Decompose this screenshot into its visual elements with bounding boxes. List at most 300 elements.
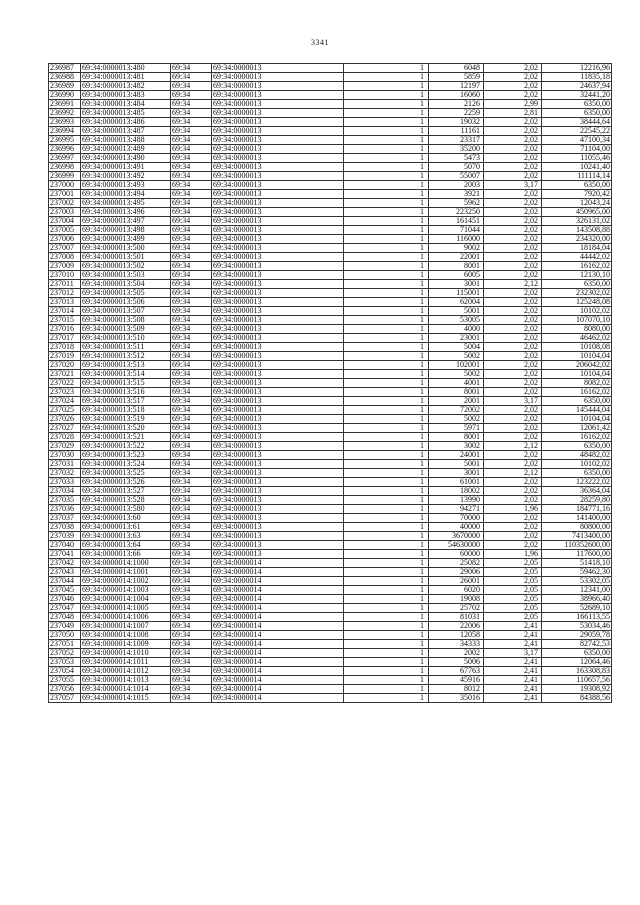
cadastral-block-cell: 69:34:0000014 xyxy=(212,649,344,658)
cadastral-number-cell: 69:34:0000014:1007 xyxy=(81,622,171,631)
value-cell: 12341,00 xyxy=(542,586,612,595)
row-number-cell: 236997 xyxy=(49,154,81,163)
district-code-cell: 69:34 xyxy=(171,244,212,253)
row-number-cell: 236998 xyxy=(49,163,81,172)
district-code-cell: 69:34 xyxy=(171,145,212,154)
district-code-cell: 69:34 xyxy=(171,280,212,289)
cadastral-number-cell: 69:34:0000013:503 xyxy=(81,271,171,280)
cadastral-number-cell: 69:34:0000013:514 xyxy=(81,370,171,379)
row-number-cell: 237056 xyxy=(49,685,81,694)
value-cell: 59462,30 xyxy=(542,568,612,577)
table-row xyxy=(49,244,612,253)
row-number-cell: 237024 xyxy=(49,397,81,406)
value-cell: 163308,83 xyxy=(542,667,612,676)
table-row xyxy=(49,424,612,433)
value-cell: 7413400,00 xyxy=(542,532,612,541)
cadastral-number-cell: 69:34:0000013:486 xyxy=(81,118,171,127)
area-cell: 5971 xyxy=(429,424,484,433)
table-row xyxy=(49,523,612,532)
cadastral-number-cell: 69:34:0000013:504 xyxy=(81,280,171,289)
value-cell: 16162,02 xyxy=(542,262,612,271)
area-cell: 102001 xyxy=(429,361,484,370)
value-cell: 111114,14 xyxy=(542,172,612,181)
rate-cell: 2,02 xyxy=(484,190,542,199)
cadastral-block-cell: 69:34:0000014 xyxy=(212,604,344,613)
value-cell: 234320,00 xyxy=(542,235,612,244)
cadastral-block-cell: 69:34:0000013 xyxy=(212,424,344,433)
district-code-cell: 69:34 xyxy=(171,694,212,703)
count-cell: 1 xyxy=(344,262,429,271)
district-code-cell: 69:34 xyxy=(171,685,212,694)
value-cell: 123222,02 xyxy=(542,478,612,487)
count-cell: 1 xyxy=(344,415,429,424)
cadastral-number-cell: 69:34:0000013:481 xyxy=(81,73,171,82)
table-row xyxy=(49,109,612,118)
table-row xyxy=(49,667,612,676)
count-cell: 1 xyxy=(344,343,429,352)
district-code-cell: 69:34 xyxy=(171,262,212,271)
area-cell: 35016 xyxy=(429,694,484,703)
count-cell: 1 xyxy=(344,352,429,361)
district-code-cell: 69:34 xyxy=(171,190,212,199)
cadastral-number-cell: 69:34:0000013:580 xyxy=(81,505,171,514)
value-cell: 11835,18 xyxy=(542,73,612,82)
cadastral-number-cell: 69:34:0000013:502 xyxy=(81,262,171,271)
row-number-cell: 237028 xyxy=(49,433,81,442)
row-number-cell: 237022 xyxy=(49,379,81,388)
value-cell: 6350,00 xyxy=(542,469,612,478)
count-cell: 1 xyxy=(344,649,429,658)
area-cell: 26001 xyxy=(429,577,484,586)
count-cell: 1 xyxy=(344,91,429,100)
rate-cell: 2,41 xyxy=(484,640,542,649)
count-cell: 1 xyxy=(344,235,429,244)
cadastral-number-cell: 69:34:0000013:512 xyxy=(81,352,171,361)
cadastral-block-cell: 69:34:0000013 xyxy=(212,109,344,118)
rate-cell: 2,02 xyxy=(484,217,542,226)
row-number-cell: 237002 xyxy=(49,199,81,208)
rate-cell: 2,02 xyxy=(484,136,542,145)
cadastral-block-cell: 69:34:0000014 xyxy=(212,613,344,622)
area-cell: 223250 xyxy=(429,208,484,217)
cadastral-number-cell: 69:34:0000014:1009 xyxy=(81,640,171,649)
count-cell: 1 xyxy=(344,145,429,154)
area-cell: 2259 xyxy=(429,109,484,118)
table-row xyxy=(49,631,612,640)
value-cell: 166113,55 xyxy=(542,613,612,622)
rate-cell: 2,12 xyxy=(484,442,542,451)
area-cell: 3921 xyxy=(429,190,484,199)
table-row xyxy=(49,613,612,622)
cadastral-number-cell: 69:34:0000014:1002 xyxy=(81,577,171,586)
value-cell: 6350,00 xyxy=(542,280,612,289)
cadastral-block-cell: 69:34:0000013 xyxy=(212,433,344,442)
area-cell: 53005 xyxy=(429,316,484,325)
table-row xyxy=(49,541,612,550)
cadastral-number-cell: 69:34:0000013:485 xyxy=(81,109,171,118)
rate-cell: 2,02 xyxy=(484,379,542,388)
count-cell: 1 xyxy=(344,478,429,487)
row-number-cell: 237029 xyxy=(49,442,81,451)
rate-cell: 2,81 xyxy=(484,109,542,118)
value-cell: 38444,64 xyxy=(542,118,612,127)
row-number-cell: 236991 xyxy=(49,100,81,109)
district-code-cell: 69:34 xyxy=(171,271,212,280)
rate-cell: 2,05 xyxy=(484,559,542,568)
table-row xyxy=(49,163,612,172)
table-row xyxy=(49,145,612,154)
cadastral-number-cell: 69:34:0000013:501 xyxy=(81,253,171,262)
table-row xyxy=(49,208,612,217)
table-row xyxy=(49,640,612,649)
count-cell: 1 xyxy=(344,271,429,280)
table-row xyxy=(49,352,612,361)
rate-cell: 2,12 xyxy=(484,280,542,289)
value-cell: 206042,02 xyxy=(542,361,612,370)
value-cell: 6350,00 xyxy=(542,100,612,109)
rate-cell: 2,05 xyxy=(484,595,542,604)
area-cell: 29006 xyxy=(429,568,484,577)
row-number-cell: 237017 xyxy=(49,334,81,343)
cadastral-number-cell: 69:34:0000013:495 xyxy=(81,199,171,208)
count-cell: 1 xyxy=(344,280,429,289)
count-cell: 1 xyxy=(344,442,429,451)
row-number-cell: 237015 xyxy=(49,316,81,325)
count-cell: 1 xyxy=(344,595,429,604)
district-code-cell: 69:34 xyxy=(171,307,212,316)
rate-cell: 2,41 xyxy=(484,622,542,631)
table-row xyxy=(49,262,612,271)
cadastral-block-cell: 69:34:0000014 xyxy=(212,577,344,586)
cadastral-number-cell: 69:34:0000013:527 xyxy=(81,487,171,496)
cadastral-block-cell: 69:34:0000013 xyxy=(212,253,344,262)
cadastral-number-cell: 69:34:0000014:1014 xyxy=(81,685,171,694)
district-code-cell: 69:34 xyxy=(171,424,212,433)
cadastral-block-cell: 69:34:0000013 xyxy=(212,280,344,289)
district-code-cell: 69:34 xyxy=(171,640,212,649)
area-cell: 40000 xyxy=(429,523,484,532)
row-number-cell: 237050 xyxy=(49,631,81,640)
table-row xyxy=(49,91,612,100)
value-cell: 8082,02 xyxy=(542,379,612,388)
table-row xyxy=(49,127,612,136)
row-number-cell: 236987 xyxy=(49,64,81,73)
cadastral-block-cell: 69:34:0000014 xyxy=(212,694,344,703)
rate-cell: 2,02 xyxy=(484,307,542,316)
rate-cell: 2,02 xyxy=(484,235,542,244)
row-number-cell: 236989 xyxy=(49,82,81,91)
area-cell: 3002 xyxy=(429,442,484,451)
table-row xyxy=(49,514,612,523)
cadastral-block-cell: 69:34:0000013 xyxy=(212,298,344,307)
cadastral-block-cell: 69:34:0000014 xyxy=(212,640,344,649)
district-code-cell: 69:34 xyxy=(171,622,212,631)
row-number-cell: 237006 xyxy=(49,235,81,244)
row-number-cell: 237019 xyxy=(49,352,81,361)
count-cell: 1 xyxy=(344,73,429,82)
row-number-cell: 237054 xyxy=(49,667,81,676)
count-cell: 1 xyxy=(344,217,429,226)
row-number-cell: 237035 xyxy=(49,496,81,505)
cadastral-number-cell: 69:34:0000013:492 xyxy=(81,172,171,181)
rate-cell: 2,02 xyxy=(484,163,542,172)
area-cell: 6005 xyxy=(429,271,484,280)
row-number-cell: 237044 xyxy=(49,577,81,586)
cadastral-number-cell: 69:34:0000013:515 xyxy=(81,379,171,388)
count-cell: 1 xyxy=(344,460,429,469)
table-row xyxy=(49,361,612,370)
area-cell: 3001 xyxy=(429,469,484,478)
cadastral-number-cell: 69:34:0000013:517 xyxy=(81,397,171,406)
cadastral-block-cell: 69:34:0000013 xyxy=(212,145,344,154)
page-number: 3341 xyxy=(311,38,329,47)
value-cell: 232302,02 xyxy=(542,289,612,298)
value-cell: 184771,16 xyxy=(542,505,612,514)
rate-cell: 2,02 xyxy=(484,487,542,496)
rate-cell: 2,02 xyxy=(484,343,542,352)
rate-cell: 2,05 xyxy=(484,577,542,586)
table-row xyxy=(49,307,612,316)
value-cell: 46462,02 xyxy=(542,334,612,343)
table-row xyxy=(49,298,612,307)
district-code-cell: 69:34 xyxy=(171,667,212,676)
cadastral-number-cell: 69:34:0000013:496 xyxy=(81,208,171,217)
area-cell: 8001 xyxy=(429,262,484,271)
value-cell: 36364,04 xyxy=(542,487,612,496)
cadastral-block-cell: 69:34:0000013 xyxy=(212,271,344,280)
table-row xyxy=(49,586,612,595)
area-cell: 6020 xyxy=(429,586,484,595)
district-code-cell: 69:34 xyxy=(171,100,212,109)
rate-cell: 2,02 xyxy=(484,172,542,181)
rate-cell: 2,02 xyxy=(484,289,542,298)
cadastral-block-cell: 69:34:0000013 xyxy=(212,478,344,487)
cadastral-number-cell: 69:34:0000013:482 xyxy=(81,82,171,91)
cadastral-number-cell: 69:34:0000013:508 xyxy=(81,316,171,325)
row-number-cell: 237039 xyxy=(49,532,81,541)
rate-cell: 1,96 xyxy=(484,550,542,559)
value-cell: 12130,10 xyxy=(542,271,612,280)
table-row xyxy=(49,73,612,82)
area-cell: 67763 xyxy=(429,667,484,676)
cadastral-number-cell: 69:34:0000013:497 xyxy=(81,217,171,226)
cadastral-number-cell: 69:34:0000013:491 xyxy=(81,163,171,172)
district-code-cell: 69:34 xyxy=(171,433,212,442)
district-code-cell: 69:34 xyxy=(171,658,212,667)
cadastral-number-cell: 69:34:0000013:488 xyxy=(81,136,171,145)
cadastral-number-cell: 69:34:0000013:489 xyxy=(81,145,171,154)
value-cell: 450965,00 xyxy=(542,208,612,217)
row-number-cell: 237005 xyxy=(49,226,81,235)
cadastral-number-cell: 69:34:0000014:1006 xyxy=(81,613,171,622)
table-row xyxy=(49,649,612,658)
rate-cell: 2,02 xyxy=(484,73,542,82)
district-code-cell: 69:34 xyxy=(171,478,212,487)
area-cell: 5001 xyxy=(429,460,484,469)
cadastral-block-cell: 69:34:0000013 xyxy=(212,73,344,82)
row-number-cell: 237014 xyxy=(49,307,81,316)
cadastral-block-cell: 69:34:0000014 xyxy=(212,559,344,568)
cadastral-block-cell: 69:34:0000014 xyxy=(212,667,344,676)
district-code-cell: 69:34 xyxy=(171,388,212,397)
count-cell: 1 xyxy=(344,181,429,190)
rate-cell: 2,02 xyxy=(484,253,542,262)
rate-cell: 2,02 xyxy=(484,433,542,442)
rate-cell: 2,41 xyxy=(484,676,542,685)
table-row xyxy=(49,379,612,388)
row-number-cell: 237048 xyxy=(49,613,81,622)
area-cell: 61001 xyxy=(429,478,484,487)
table-row xyxy=(49,442,612,451)
value-cell: 8080,00 xyxy=(542,325,612,334)
count-cell: 1 xyxy=(344,325,429,334)
value-cell: 82742,53 xyxy=(542,640,612,649)
area-cell: 2003 xyxy=(429,181,484,190)
cadastral-block-cell: 69:34:0000013 xyxy=(212,226,344,235)
table-row xyxy=(49,622,612,631)
value-cell: 53302,05 xyxy=(542,577,612,586)
table-row xyxy=(49,388,612,397)
table-row xyxy=(49,577,612,586)
count-cell: 1 xyxy=(344,550,429,559)
cadastral-number-cell: 69:34:0000013:507 xyxy=(81,307,171,316)
rate-cell: 2,02 xyxy=(484,334,542,343)
table-row xyxy=(49,658,612,667)
row-number-cell: 236995 xyxy=(49,136,81,145)
rate-cell: 2,02 xyxy=(484,541,542,550)
cadastral-number-cell: 69:34:0000013:493 xyxy=(81,181,171,190)
row-number-cell: 237034 xyxy=(49,487,81,496)
area-cell: 5002 xyxy=(429,415,484,424)
district-code-cell: 69:34 xyxy=(171,235,212,244)
rate-cell: 2,02 xyxy=(484,460,542,469)
cadastral-number-cell: 69:34:0000013:66 xyxy=(81,550,171,559)
table-row xyxy=(49,118,612,127)
row-number-cell: 237041 xyxy=(49,550,81,559)
row-number-cell: 237055 xyxy=(49,676,81,685)
area-cell: 2126 xyxy=(429,100,484,109)
row-number-cell: 237027 xyxy=(49,424,81,433)
area-cell: 62004 xyxy=(429,298,484,307)
rate-cell: 2,99 xyxy=(484,100,542,109)
area-cell: 5001 xyxy=(429,307,484,316)
district-code-cell: 69:34 xyxy=(171,343,212,352)
cadastral-block-cell: 69:34:0000013 xyxy=(212,190,344,199)
district-code-cell: 69:34 xyxy=(171,451,212,460)
value-cell: 10102,02 xyxy=(542,460,612,469)
count-cell: 1 xyxy=(344,586,429,595)
district-code-cell: 69:34 xyxy=(171,154,212,163)
district-code-cell: 69:34 xyxy=(171,118,212,127)
value-cell: 117600,00 xyxy=(542,550,612,559)
area-cell: 72002 xyxy=(429,406,484,415)
table-row xyxy=(49,226,612,235)
count-cell: 1 xyxy=(344,154,429,163)
rate-cell: 2,02 xyxy=(484,532,542,541)
table-row xyxy=(49,505,612,514)
count-cell: 1 xyxy=(344,505,429,514)
table-body xyxy=(49,64,612,703)
area-cell: 2001 xyxy=(429,397,484,406)
table-row xyxy=(49,334,612,343)
area-cell: 116000 xyxy=(429,235,484,244)
count-cell: 1 xyxy=(344,514,429,523)
table-row xyxy=(49,478,612,487)
cadastral-number-cell: 69:34:0000013:498 xyxy=(81,226,171,235)
table-row xyxy=(49,595,612,604)
value-cell: 107070,10 xyxy=(542,316,612,325)
count-cell: 1 xyxy=(344,676,429,685)
area-cell: 45916 xyxy=(429,676,484,685)
row-number-cell: 237036 xyxy=(49,505,81,514)
count-cell: 1 xyxy=(344,406,429,415)
rate-cell: 2,02 xyxy=(484,127,542,136)
cadastral-block-cell: 69:34:0000013 xyxy=(212,181,344,190)
rate-cell: 2,02 xyxy=(484,154,542,163)
count-cell: 1 xyxy=(344,127,429,136)
row-number-cell: 237001 xyxy=(49,190,81,199)
cadastral-block-cell: 69:34:0000013 xyxy=(212,262,344,271)
table-row xyxy=(49,469,612,478)
cadastral-block-cell: 69:34:0000013 xyxy=(212,406,344,415)
cadastral-number-cell: 69:34:0000013:499 xyxy=(81,235,171,244)
rate-cell: 3,17 xyxy=(484,649,542,658)
rate-cell: 2,02 xyxy=(484,64,542,73)
count-cell: 1 xyxy=(344,244,429,253)
cadastral-number-cell: 69:34:0000013:528 xyxy=(81,496,171,505)
cadastral-block-cell: 69:34:0000013 xyxy=(212,325,344,334)
value-cell: 11055,46 xyxy=(542,154,612,163)
rate-cell: 2,02 xyxy=(484,406,542,415)
rate-cell: 2,41 xyxy=(484,694,542,703)
district-code-cell: 69:34 xyxy=(171,397,212,406)
district-code-cell: 69:34 xyxy=(171,226,212,235)
cadastral-block-cell: 69:34:0000013 xyxy=(212,307,344,316)
cadastral-number-cell: 69:34:0000013:523 xyxy=(81,451,171,460)
cadastral-number-cell: 69:34:0000014:1000 xyxy=(81,559,171,568)
cadastral-number-cell: 69:34:0000013:494 xyxy=(81,190,171,199)
count-cell: 1 xyxy=(344,334,429,343)
cadastral-number-cell: 69:34:0000013:484 xyxy=(81,100,171,109)
row-number-cell: 237046 xyxy=(49,595,81,604)
table-row xyxy=(49,415,612,424)
cadastral-block-cell: 69:34:0000014 xyxy=(212,676,344,685)
area-cell: 18002 xyxy=(429,487,484,496)
area-cell: 161451 xyxy=(429,217,484,226)
district-code-cell: 69:34 xyxy=(171,73,212,82)
count-cell: 1 xyxy=(344,622,429,631)
district-code-cell: 69:34 xyxy=(171,496,212,505)
cadastral-number-cell: 69:34:0000013:487 xyxy=(81,127,171,136)
rate-cell: 2,05 xyxy=(484,568,542,577)
count-cell: 1 xyxy=(344,316,429,325)
count-cell: 1 xyxy=(344,307,429,316)
rate-cell: 2,02 xyxy=(484,226,542,235)
value-cell: 22545,22 xyxy=(542,127,612,136)
cadastral-block-cell: 69:34:0000013 xyxy=(212,244,344,253)
rate-cell: 2,02 xyxy=(484,199,542,208)
count-cell: 1 xyxy=(344,685,429,694)
cadastral-block-cell: 69:34:0000013 xyxy=(212,64,344,73)
count-cell: 1 xyxy=(344,370,429,379)
table-row xyxy=(49,100,612,109)
area-cell: 16060 xyxy=(429,91,484,100)
cadastral-block-cell: 69:34:0000013 xyxy=(212,127,344,136)
area-cell: 5006 xyxy=(429,658,484,667)
cadastral-number-cell: 69:34:0000013:500 xyxy=(81,244,171,253)
count-cell: 1 xyxy=(344,109,429,118)
rate-cell: 2,02 xyxy=(484,361,542,370)
